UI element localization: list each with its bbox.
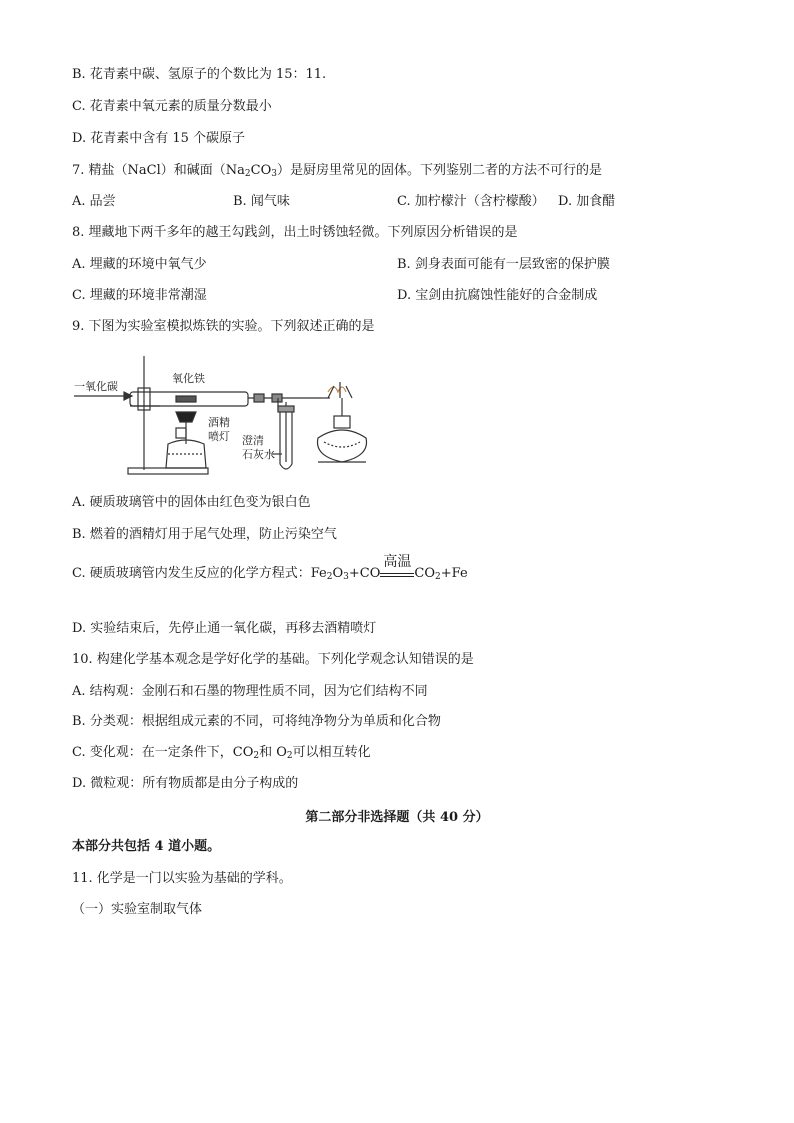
q10-option-b: B. 分类观：根据组成元素的不同，可将纯净物分为单质和化合物 [72,714,441,729]
label-iron-oxide: 氧化铁 [172,372,205,385]
q10-option-c: C. 变化观：在一定条件下，$CO_2$和 $O_2$可以相互转化 [72,745,371,761]
label-carbon-monoxide: 一氧化碳 [74,380,118,393]
q7-option-a: A. 品尝 [72,194,116,209]
q9-option-a: A. 硬质玻璃管中的固体由红色变为银白色 [72,495,311,510]
label-limewater-line1: 澄清 [242,434,264,447]
q9-stem: 9. 下图为实验室模拟炼铁的实验。下列叙述正确的是 [72,319,375,334]
iron-smelting-apparatus-diagram [72,352,372,478]
q10-stem: 10. 构建化学基本观念是学好化学的基础。下列化学观念认知错误的是 [72,652,474,667]
q10-option-a: A. 结构观：金刚石和石墨的物理性质不同，因为它们结构不同 [72,684,428,699]
q9-option-c: C. 硬质玻璃管内发生反应的化学方程式：$Fe_2O_3+CO$ 高温 $CO_2+Fe$ [72,554,468,582]
q7-stem: 7. 精盐（NaCl）和碱面$(Na_2CO_3)$是厨房里常见的固体。下列鉴别二者的方法不可行的是 [72,163,602,179]
q8-option-d: D. 宝剑由抗腐蚀性能好的合金制成 [397,288,598,303]
flame [328,387,346,392]
q7-option-d: D. 加食醋 [558,194,616,209]
q10-option-d: D. 微粒观：所有物质都是由分子构成的 [72,776,299,791]
lamp-flame-head [176,412,196,422]
q7-option-c: C. 加柠檬汁（含柠檬酸） [397,194,545,209]
q8-option-a: A. 埋藏的环境中氧气少 [72,257,207,272]
q9-option-b: B. 燃着的酒精灯用于尾气处理，防止污染空气 [72,527,337,542]
q7-option-b: B. 闻气味 [233,194,290,209]
q8-option-c: C. 埋藏的环境非常潮湿 [72,288,207,303]
q9-option-d: D. 实验结束后，先停止通一氧化碳，再移去酒精喷灯 [72,621,377,636]
part2-intro: 本部分共包括 4 道小题。 [72,839,221,854]
iron-oxide-sample [176,396,196,402]
label-lamp-line1: 酒精 [208,416,230,429]
q8-stem: 8. 埋藏地下两千多年的越王勾践剑，出土时锈蚀轻微。下列原因分析错误的是 [72,225,518,240]
label-lamp-line2: 喷灯 [208,430,230,443]
part2-title: 第二部分非选择题（共 40 分） [305,810,489,825]
rubber-connector [254,394,264,402]
q11-subsection-1: （一）实验室制取气体 [72,902,203,917]
q6-option-b: B. 花青素中碳、氢原子的个数比为 15：11. [72,67,327,82]
iron-stand-base [128,468,208,474]
q8-option-b: B. 剑身表面可能有一层致密的保护膜 [397,257,610,272]
q6-option-c: C. 花青素中氧元素的质量分数最小 [72,99,272,114]
q11-stem: 11. 化学是一门以实验为基础的学科。 [72,871,292,886]
alcohol-lamp [318,430,367,462]
q6-option-d: D. 花青素中含有 15 个碳原子 [72,131,246,146]
label-limewater-line2: 石灰水 [242,448,275,461]
reaction-condition: 高温 [380,569,414,577]
